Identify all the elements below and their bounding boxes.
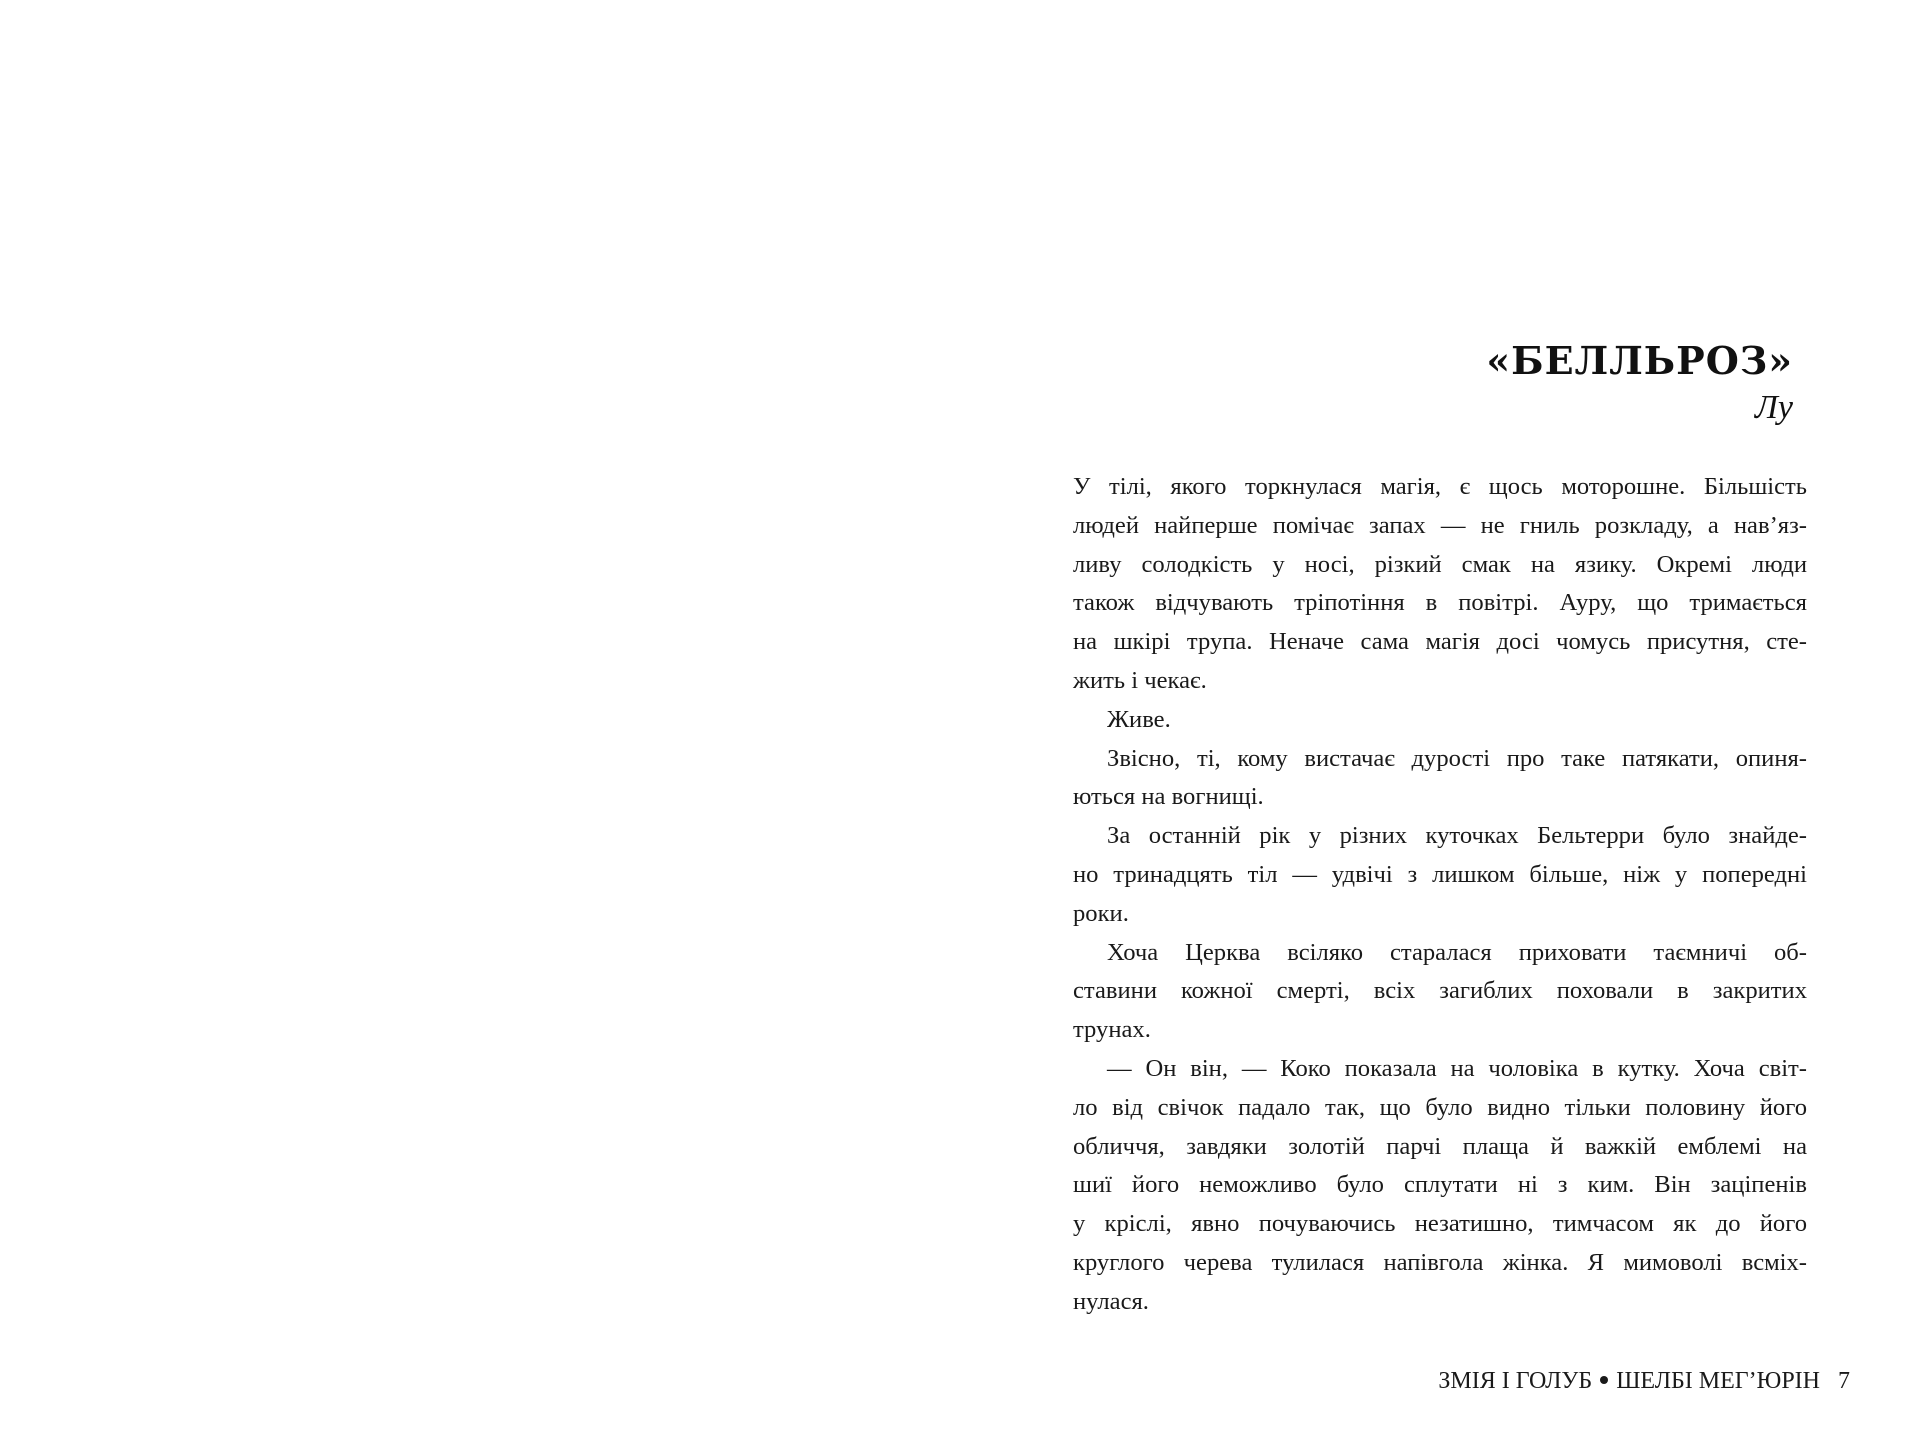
footer-author: ШЕЛБІ МЕГ’ЮРІН (1616, 1368, 1820, 1394)
text-line: трунах. (1073, 1016, 1151, 1044)
text-line: У тілі, якого торкнулася магія, є щось моторошне. Більшість (1073, 473, 1807, 500)
text-line: обличчя, завдяки золотій парчі плаща й важкій емблемі на (1073, 1132, 1807, 1160)
running-footer (1438, 1366, 1850, 1396)
text-line: нулася. (1073, 1287, 1149, 1315)
text-line: Звісно, ті, кому вистачає дурості про таке патякати, опиня- (1107, 744, 1807, 772)
text-line: жить і чекає. (1073, 666, 1207, 694)
text-line: роки. (1073, 899, 1129, 927)
text-line: — Он він, — Коко показала на чоловіка в кутку. Хоча світ- (1107, 1054, 1807, 1082)
text-line: Живе. (1107, 705, 1171, 733)
bullet-separator-icon (1600, 1376, 1608, 1384)
chapter-title: «БЕЛЛЬРОЗ» (1486, 338, 1793, 383)
text-line: ставини кожної смерті, всіх загиблих поховали в закритих (1073, 977, 1807, 1005)
text-line: також відчувають тріпотіння в повітрі. Ауру, що тримається (1073, 589, 1807, 617)
text-line: Хоча Церква всіляко старалася приховати таємничі об- (1107, 938, 1807, 966)
text-line: но тринадцять тіл — удвічі з лишком більше, ніж у попередні (1073, 860, 1807, 888)
text-line: на шкірі трупа. Неначе сама магія досі чомусь присутня, сте- (1073, 628, 1807, 656)
text-line: шиї його неможливо було сплутати ні з ким. Він заціпенів (1073, 1171, 1807, 1199)
text-line: ються на вогнищі. (1073, 783, 1264, 811)
text-line: За останній рік у різних куточках Бельтерри було знайде- (1107, 822, 1807, 850)
text-line: людей найперше помічає запах — не гниль розкладу, а нав’яз- (1073, 511, 1807, 539)
text-line: у кріслі, явно почуваючись незатишно, тимчасом як до його (1073, 1210, 1807, 1238)
page-number: 7 (1838, 1368, 1850, 1394)
text-line: ло від свічок падало так, що було видно тільки половину його (1073, 1093, 1807, 1121)
chapter-pov-name: Лу (1754, 389, 1793, 426)
text-line: круглого черева тулилася напівгола жінка. Я мимоволі всміх- (1073, 1248, 1807, 1276)
chapter-body-text (1073, 468, 1807, 1322)
text-line: ливу солодкість у носі, різкий смак на язику. Окремі люди (1073, 550, 1807, 578)
footer-book-title: ЗМІЯ І ГОЛУБ (1438, 1368, 1593, 1394)
